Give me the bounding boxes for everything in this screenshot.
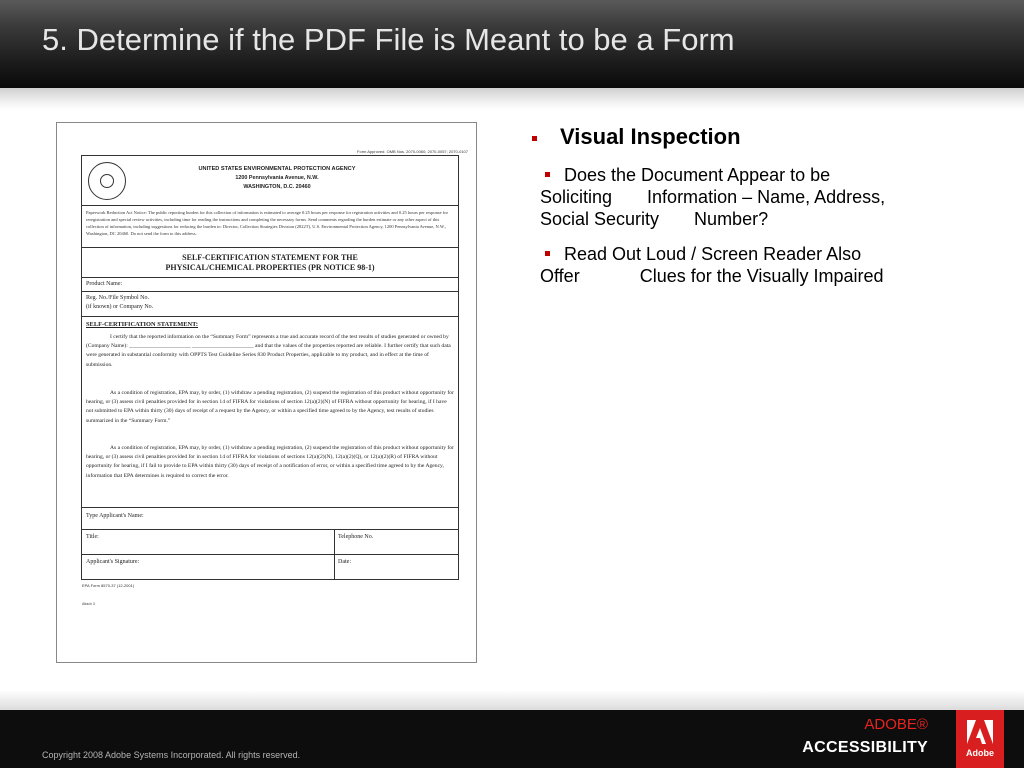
reg-no-sublabel: (if known) or Company No. [86,304,154,310]
adobe-logo [956,710,1004,768]
column-divider [334,530,335,579]
cert-title-row [82,248,458,278]
bullet-heading: Visual Inspection [560,124,741,149]
sub-bullet-text: Offer Clues for the Visually Impaired [540,266,884,286]
signature-date-row [82,555,458,579]
adobe-a-icon [967,720,993,744]
bullet-square-icon [532,136,537,141]
footer-bar [0,710,1024,768]
sub-bullet-text: Does the Document Appear to be [564,165,831,185]
bullet-square-icon [545,172,550,177]
title-label: Title: [86,534,99,540]
brand-accessibility: ACCESSIBILITY [802,739,928,756]
brand-adobe: ADOBE® [864,716,928,733]
copyright-text: Copyright 2008 Adobe Systems Incorporated. All rights reserved. [42,750,301,760]
signature-label: Applicant's Signature: [86,559,140,565]
statement-heading: SELF-CERTIFICATION STATEMENT: [86,321,199,328]
sub-bullet-text: Soliciting Information – Name, Address, [540,187,886,207]
statement-para-2: As a condition of registration, EPA may, by order, (1) withdraw a pending registration, (2) suspend the registration of this product without opportunity for hearing, or (3) assess civil penalties provided for in section 14 of FIFRA for violations of section 12(a)(2)(N) of FIFRA without opportunity for hearing, if I have not submitted to EPA within thirty (30) days of receipt of a request by the Agency, or within a specified time agreed to by the Agency, test results of studies summarized in the “Summary Form.” [86,390,454,424]
reg-no-row [82,292,458,317]
sub-bullet-document-appear [540,164,970,230]
date-label: Date: [338,559,351,565]
agency-city: WASHINGTON, D.C. 20460 [243,184,311,190]
bullet-square-icon [545,251,550,256]
product-name-row [82,278,458,292]
statement-row [82,317,458,508]
omb-number: Form Approved. OMB Nos. 2070-0060; 2070-0057; 2070-0107 [357,149,468,154]
cert-title-line2: PHYSICAL/CHEMICAL PROPERTIES (PR NOTICE 98-1) [165,263,375,272]
sub-bullet-text: Social Security Number? [540,209,769,229]
statement-para-1: I certify that the reported information on the “Summary Form” represents a true and accurate record of the test results of studies generated or owned by (Company Name): ______________________ ______________________ and that the values of the properties reported are reliable. I further certify that such data were generated in substantial conformity with OPPTS Test Guideline Series 830 Product Properties, applicable to my product, and in effect at the time of submission. [86,334,451,368]
sub-bullet-text: Read Out Loud / Screen Reader Also [564,244,862,264]
sub-bullet-read-out-loud [540,243,970,287]
footer-divider [0,690,1024,710]
reg-no-label: Reg. No./File Symbol No. [86,295,150,301]
form-table [81,155,459,580]
telephone-label: Telephone No. [338,534,374,540]
title-phone-row [82,530,458,555]
agency-header-row [82,156,458,206]
paperwork-notice-row [82,206,458,248]
statement-para-3: As a condition of registration, EPA may, by order, (1) withdraw a pending registration, (2) suspend the registration of this product without opportunity for hearing, or (3) assess civil penalties provided for in section 14 of FIFRA for violations of sections 12(a)(2)(N), 12(a)(2)(Q), or 12(a)(2)(R) of FIFRA without opportunity for hearing, if I fail to provide to EPA within thirty (30) days of receipt of a notification of error, or within a specified time agreed to by the Agency, information that EPA determines is required to correct the error. [86,445,454,479]
type-name-row [82,508,458,530]
epa-seal-icon [88,162,126,200]
product-name-label: Product Name: [86,281,123,287]
form-number: EPA Form 8570-37 (12-2001) [82,583,135,588]
adobe-logo-text: Adobe [966,748,994,758]
header-divider [0,88,1024,110]
agency-address: 1200 Pennsylvania Avenue, N.W. [235,175,319,181]
paperwork-notice: Paperwork Reduction Act Notice: The public reporting burden for this collection of information is estimated to average 0.25 hours per response for registration activities and 0.25 hours per response for reregistration and special review activities, including time for reading the instructions and completing the necessary forms. Send comments regarding the burden estimate or any other aspect of this collection of information, including suggestions for reducing the burden to: Director, Collection Strategies Division (2822T), U.S. Environmental Protection Agency, 1200 Pennsylvania Avenue, N.W., Washington, DC 20460. Do not send the form to this address. [86,210,448,236]
agency-name: UNITED STATES ENVIRONMENTAL PROTECTION AGENCY [198,166,356,172]
header-bar [0,0,1024,88]
pdf-form-image [56,122,477,663]
attachment-label: Attach 3 [82,602,95,606]
type-name-label: Type Applicant's Name: [86,513,144,519]
pdf-page [61,127,472,658]
cert-title-line1: SELF-CERTIFICATION STATEMENT FOR THE [182,253,358,262]
slide-title: 5. Determine if the PDF File is Meant to be a Form [42,22,735,57]
